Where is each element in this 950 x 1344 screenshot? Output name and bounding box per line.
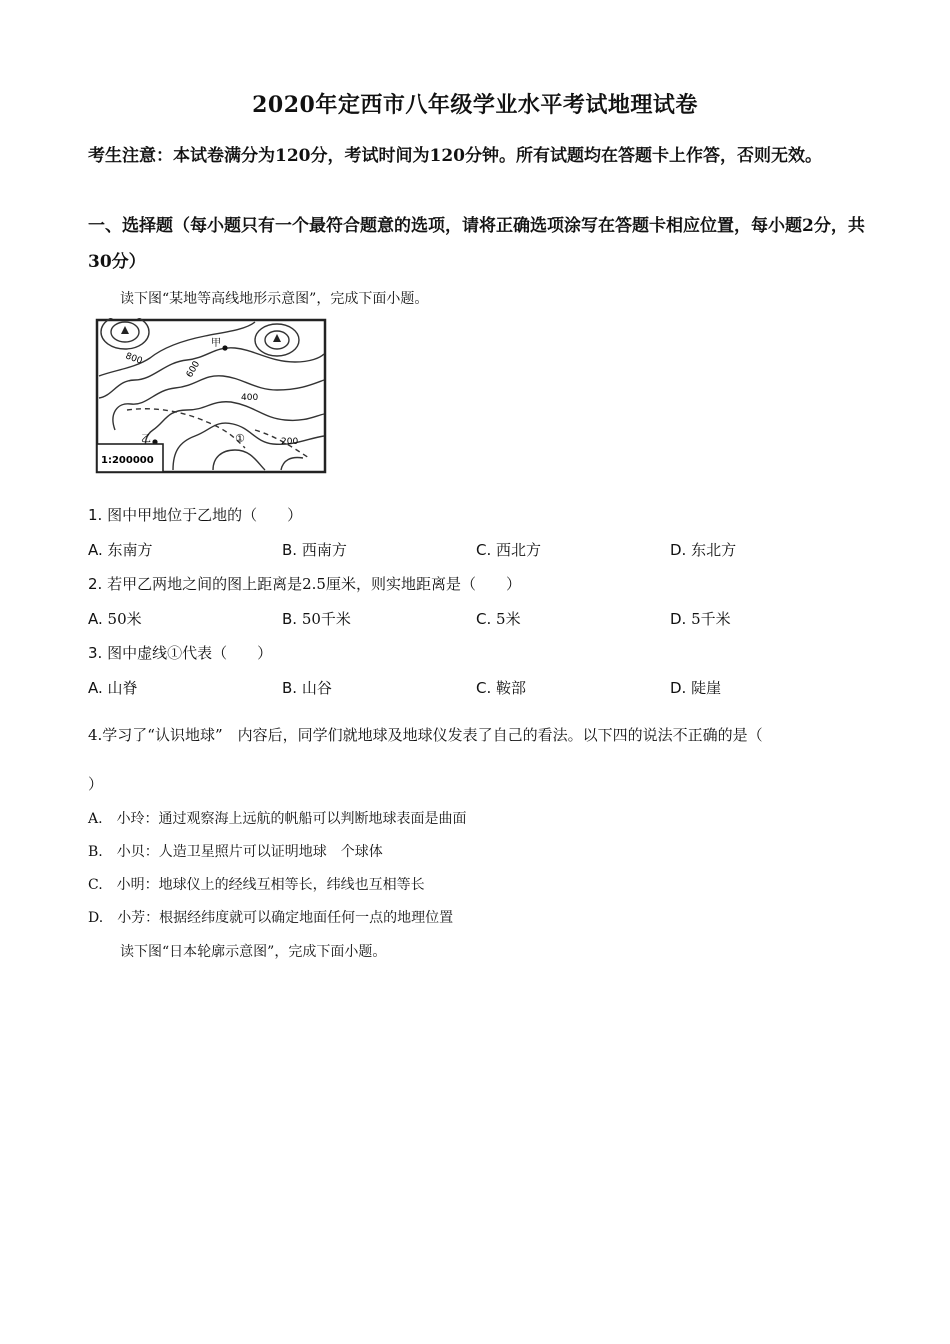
label-yi: 乙 — [141, 434, 151, 445]
label-jia: 甲 — [211, 338, 221, 349]
question-number: 2. — [88, 575, 103, 593]
question-3 — [88, 642, 272, 663]
option-1d: D. 东北方 — [670, 541, 737, 559]
label-200: 200 — [281, 437, 299, 447]
exam-notice: 考生注意：本试卷满分为120分，考试时间为120分钟。所有试题均在答题卡上作答，否则无效。 — [88, 146, 822, 166]
label-400: 400 — [241, 393, 259, 403]
option-4a: A. 小玲：通过观察海上远航的帆船可以判断地球表面是曲面 — [88, 811, 467, 827]
question-number: 1. — [88, 506, 103, 524]
option-3a: A. 山脊 — [88, 679, 138, 697]
question-1 — [88, 504, 302, 525]
question-2 — [88, 573, 521, 594]
option-1c: C. 西北方 — [476, 541, 542, 559]
question-number: 3. — [88, 644, 103, 662]
option-3b: B. 山谷 — [282, 679, 332, 697]
contour-map — [95, 318, 327, 474]
option-4c: C. 小明：地球仪上的经线互相等长，纬线也互相等长 — [88, 877, 425, 893]
point-jia — [222, 345, 227, 350]
map-scale: 1:200000 — [101, 455, 154, 466]
option-3c: C. 鞍部 — [476, 679, 527, 697]
map-intro: 读下图“某地等高线地形示意图”，完成下面小题。 — [120, 291, 429, 307]
label-600: 600 — [184, 359, 203, 380]
question-4: 4.学习了“认识地球” 内容后，同学们就地球及地球仪发表了自己的看法。以下四的说法不正确的是（ — [88, 726, 763, 744]
option-4b: B. 小贝：人造卫星照片可以证明地球 个球体 — [88, 844, 383, 860]
section-heading: 一、选择题（每小题只有一个最符合题意的选项，请将正确选项涂写在答题卡相应位置，每小题2分，共30分） — [88, 216, 865, 272]
question-text: 图中甲地位于乙地的（ ） — [107, 506, 303, 524]
question-4-close: ） — [88, 775, 104, 793]
option-4d: D. 小芳：根据经纬度就可以确定地面任何一点的地理位置 — [88, 910, 454, 926]
page-title: 2020年定西市八年级学业水平考试地理试卷 — [252, 92, 698, 118]
option-1b: B. 西南方 — [282, 541, 347, 559]
question-text: 图中虚线①代表（ ） — [107, 644, 273, 662]
option-2a: A. 50米 — [88, 610, 142, 628]
question-text: 若甲乙两地之间的图上距离是2.5厘米，则实地距离是（ ） — [107, 575, 521, 593]
option-2d: D. 5千米 — [670, 610, 731, 628]
label-800: 800 — [123, 351, 144, 367]
option-2c: C. 5米 — [476, 610, 521, 628]
option-2b: B. 50千米 — [282, 610, 351, 628]
option-3d: D. 陡崖 — [670, 679, 722, 697]
japan-map-intro: 读下图“日本轮廓示意图”，完成下面小题。 — [120, 944, 387, 960]
label-circle-1: ① — [235, 432, 245, 445]
option-1a: A. 东南方 — [88, 541, 153, 559]
